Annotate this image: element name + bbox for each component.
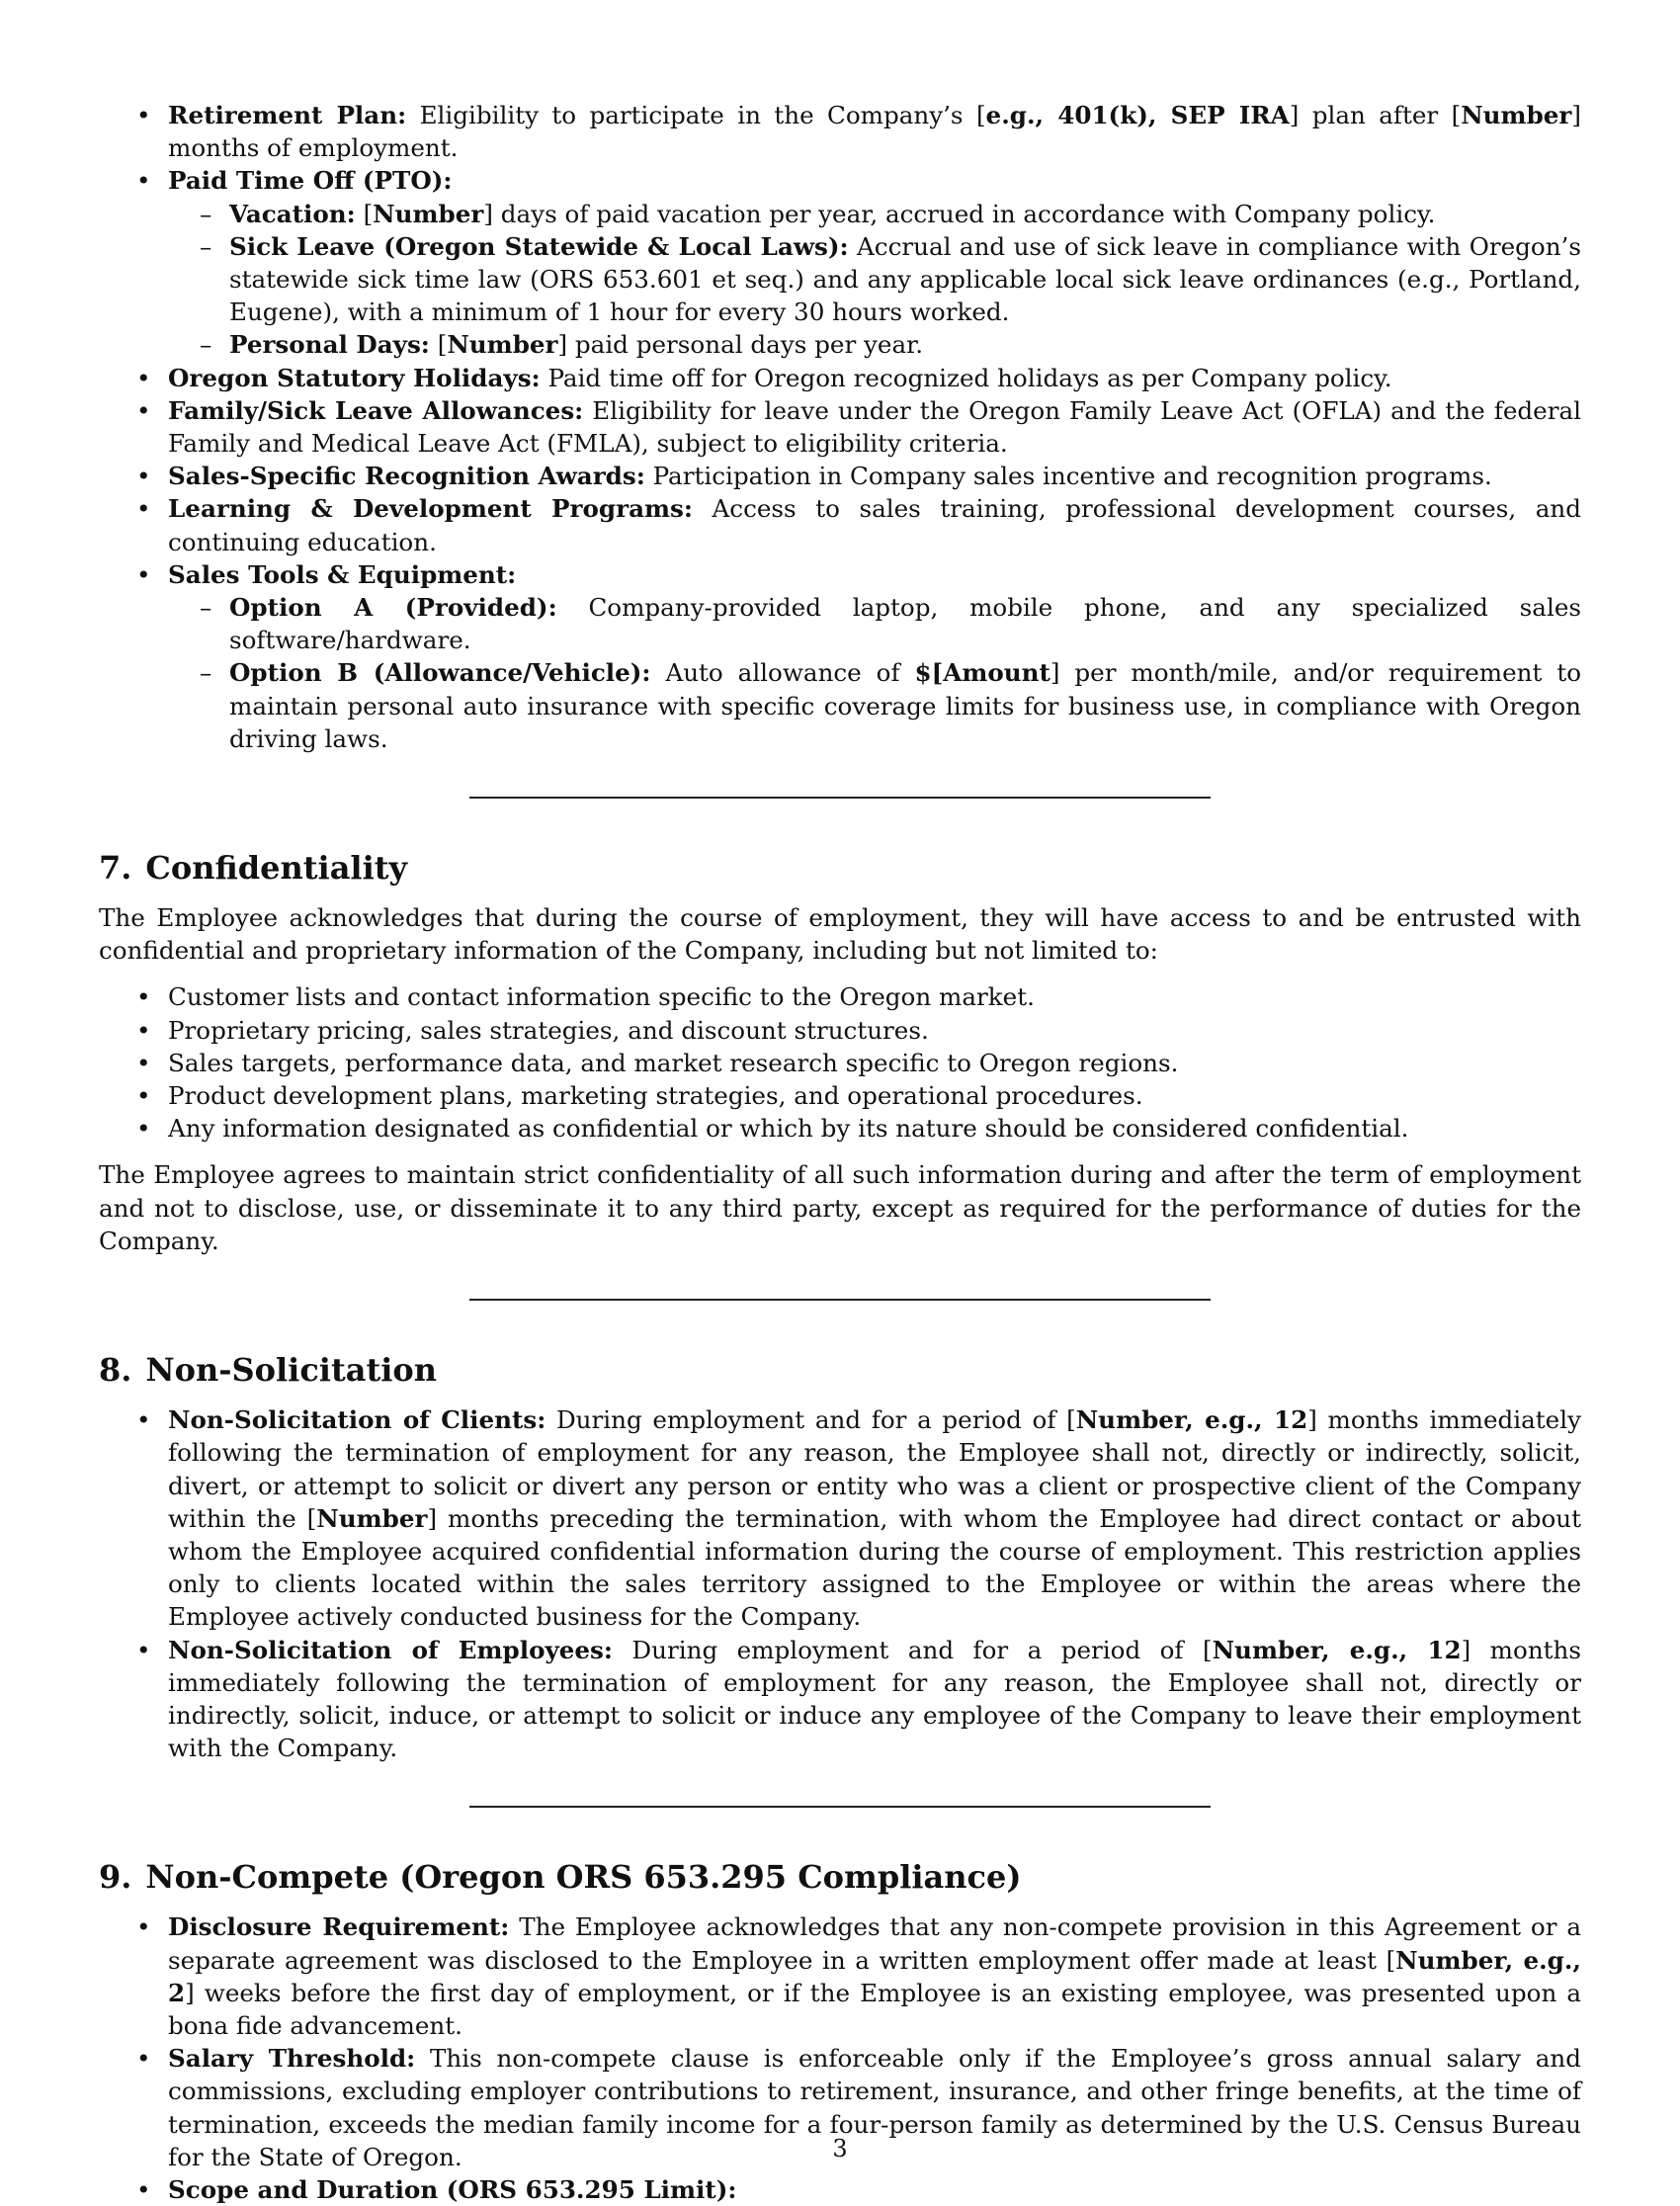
section-heading: 9. Non-Compete (Oregon ORS 653.295 Compliance) bbox=[99, 1858, 1022, 1897]
list-item: • Product development plans, marketing strategies, and operational procedures. bbox=[99, 1079, 1581, 1112]
list-item: • Non-Solicitation of Clients: During employment and for a period of [Number, e.g., 12] months immediately following the termination of employment for any reason, the Employee shall not, directly or indirectly, solicit, divert, or attempt to solicit or divert any person or entity who was a client or prospective client of the Company within the [Number] months preceding the termination, with whom the Employee had direct contact or about whom the Employee acquired confidential information during the course of employment. This restriction applies only to clients located within the sales territory assigned to the Employee or within the areas where the Employee actively conducted business for the Company. bbox=[99, 1403, 1581, 1633]
paragraph: The Employee acknowledges that during the course of employment, they will have access to and be entrusted with confidential and proprietary information of the Company, including but not limited to: bbox=[99, 903, 1581, 966]
paragraph: The Employee agrees to maintain strict confidentiality of all such information during and after the term of employment and not to disclose, use, or disseminate it to any third party, except as required for the performance of duties for the Company. bbox=[99, 1160, 1581, 1255]
section-divider bbox=[469, 797, 1211, 799]
sublist-item: – Option A (Provided): Company-provided laptop, mobile phone, and any specialized sales software/hardware. bbox=[168, 591, 1581, 656]
list-item bbox=[99, 164, 1581, 361]
item-label: Paid Time Off (PTO): bbox=[168, 166, 453, 196]
list-item: • Sales-Specific Recognition Awards: Participation in Company sales incentive and recognition programs. bbox=[99, 460, 1581, 492]
sublist-item: – Option B (Allowance/Vehicle): Auto allowance of $[Amount] per month/mile, and/or requirement to maintain personal auto insurance with specific coverage limits for business use, in compliance with Oregon driving laws. bbox=[168, 656, 1581, 755]
list-item: • Any information designated as confidential or which by its nature should be considered confidential. bbox=[99, 1112, 1581, 1145]
tools-sublist bbox=[168, 591, 1581, 755]
list-item: • Proprietary pricing, sales strategies, and discount structures. bbox=[99, 1014, 1581, 1047]
section-heading: 7. Confidentiality bbox=[99, 849, 408, 888]
list-item: • Sales targets, performance data, and market research specific to Oregon regions. bbox=[99, 1047, 1581, 1079]
list-item: • Scope and Duration (ORS 653.295 Limit): bbox=[99, 2173, 1581, 2206]
confidential-items-list bbox=[99, 980, 1581, 1145]
section-divider bbox=[469, 1299, 1211, 1301]
list-item: • Disclosure Requirement: The Employee acknowledges that any non-compete provision in this Agreement or a separate agreement was disclosed to the Employee in a written employment offer made at least [Number, e.g., 2] weeks before the first day of employment, or if the Employee is an existing employee, was presented upon a bona fide advancement. bbox=[99, 1910, 1581, 2042]
list-item: • Salary Threshold: This non-compete clause is enforceable only if the Employee’s gross annual salary and commissions, excluding employer contributions to retirement, insurance, and other fringe benefits, at the time of termination, exceeds the median family income for a four-person family as determined by the U.S. Census Bureau for the State of Oregon. bbox=[99, 2042, 1581, 2173]
list-item: • Oregon Statutory Holidays: Paid time off for Oregon recognized holidays as per Company policy. bbox=[99, 362, 1581, 394]
section-divider bbox=[469, 1806, 1211, 1808]
list-item: • Non-Solicitation of Employees: During employment and for a period of [Number, e.g., 12] months immediately following the termination of employment for any reason, the Employee shall not, directly or indirectly, solicit, induce, or attempt to solicit or induce any employee of the Company to leave their employment with the Company. bbox=[99, 1634, 1581, 1765]
list-item: • Learning & Development Programs: Access to sales training, professional development courses, and continuing education. bbox=[99, 492, 1581, 557]
sublist-item: – Sick Leave (Oregon Statewide & Local Laws): Accrual and use of sick leave in compliance with Oregon’s statewide sick time law (ORS 653.601 et seq.) and any applicable local sick leave ordinances (e.g., Portland, Eugene), with a minimum of 1 hour for every 30 hours worked. bbox=[168, 230, 1581, 329]
list-item: • Retirement Plan: Eligibility to participate in the Company’s [e.g., 401(k), SEP IRA] plan after [Number] months of employment. bbox=[99, 99, 1581, 164]
document-page bbox=[99, 99, 1581, 2206]
list-item: • Sales Tools & Equipment: – Option A (Provided): Company-provided laptop, mobile phone, and any specialized sales software/hardware. – Option B (Allowance/Vehicle): Auto allowance of $[Amount] per month/mile, and/or requirement to maintain personal auto insurance with specific coverage limits for business use, in compliance with Oregon driving laws. bbox=[99, 558, 1581, 755]
sublist-item: – Personal Days: [Number] paid personal days per year. bbox=[168, 328, 1581, 361]
sublist-item: – Vacation: [Number] days of paid vacation per year, accrued in accordance with Company policy. bbox=[168, 198, 1581, 230]
page-number: 3 bbox=[832, 2135, 848, 2163]
list-item: • Family/Sick Leave Allowances: Eligibility for leave under the Oregon Family Leave Act (OFLA) and the federal Family and Medical Leave Act (FMLA), subject to eligibility criteria. bbox=[99, 394, 1581, 460]
non-solicitation-list bbox=[99, 1403, 1581, 1764]
list-item: • Customer lists and contact information specific to the Oregon market. bbox=[99, 980, 1581, 1013]
item-label: Retirement Plan: bbox=[168, 101, 407, 129]
pto-sublist bbox=[168, 198, 1581, 362]
section-heading: 8. Non-Solicitation bbox=[99, 1351, 438, 1390]
benefits-list bbox=[99, 99, 1581, 755]
